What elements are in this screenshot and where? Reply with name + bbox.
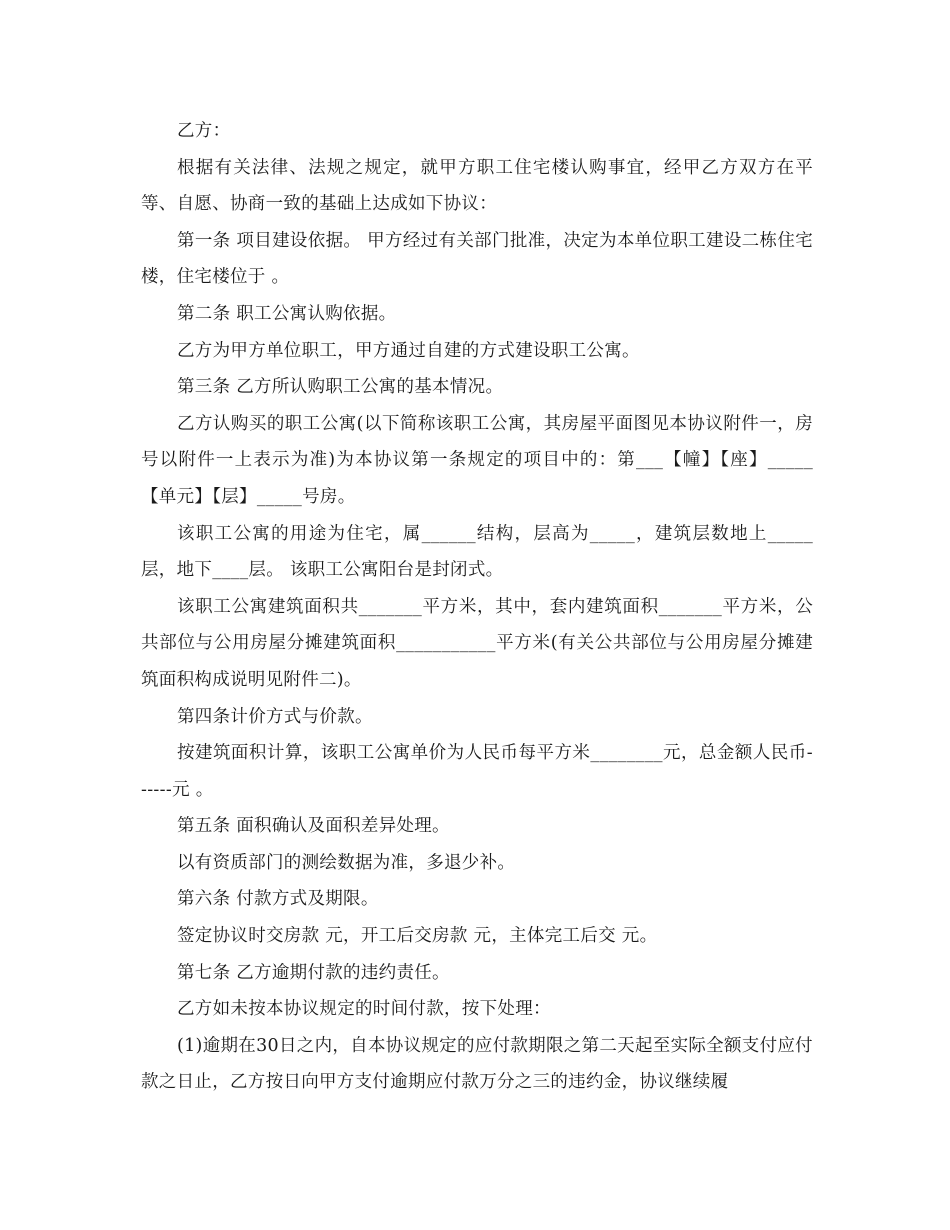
article-7-paragraph: 乙方如未按本协议规定的时间付款，按下处理：	[177, 999, 551, 1020]
party-b-line: 乙方：	[177, 121, 231, 141]
preamble-paragraph: 根据有关法律、法规之规定，就甲方职工住宅楼认购事宜，经甲乙方双方在平等、自愿、协商一致的基础上达成如下协议：	[141, 157, 813, 215]
article-3-paragraph-unit: 乙方认购买的职工公寓(以下简称该职工公寓，其房屋平面图见本协议附件一，房号以附件一上表示为准)为本协议第一条规定的项目中的：第___【幢】【座】_____【单元】【层】_____号房。	[141, 413, 813, 507]
article-2-heading: 第二条 职工公寓认购依据。	[177, 303, 397, 324]
document-body	[141, 113, 813, 1101]
article-6-heading: 第六条 付款方式及期限。	[177, 889, 379, 910]
article-3-paragraph-area: 该职工公寓建筑面积共_______平方米，其中，套内建筑面积_______平方米，公共部位与公用房屋分摊建筑面积___________平方米(有关公共部位与公用房屋分摊建筑面积构成说明见附件二)。	[141, 596, 813, 690]
article-7-heading: 第七条 乙方逾期付款的违约责任。	[177, 962, 450, 983]
article-6-paragraph: 签定协议时交房款 元，开工后交房款 元，主体完工后交 元。	[177, 926, 658, 947]
article-3-paragraph-structure: 该职工公寓的用途为住宅，属______结构，层高为_____，建筑层数地上_____层，地下____层。 该职工公寓阳台是封闭式。	[141, 523, 813, 581]
article-2-paragraph: 乙方为甲方单位职工，甲方通过自建的方式建设职工公寓。	[177, 340, 640, 361]
article-1-paragraph: 第一条 项目建设依据。 甲方经过有关部门批准，决定为本单位职工建设二栋住宅楼，住宅楼位于 。	[141, 230, 813, 288]
article-5-heading: 第五条 面积确认及面积差异处理。	[177, 816, 450, 837]
article-3-heading: 第三条 乙方所认购职工公寓的基本情况。	[177, 377, 504, 398]
article-5-paragraph: 以有资质部门的测绘数据为准，多退少补。	[177, 852, 516, 873]
article-4-paragraph: 按建筑面积计算，该职工公寓单价为人民币每平方米________元，总金额人民币------元 。	[141, 743, 813, 800]
article-7-clause-1: (1)逾期在30日之内，自本协议规定的应付款期限之第二天起至实际全额支付应付款之日止，乙方按日向甲方支付逾期应付款万分之三的违约金，协议继续履	[141, 1035, 813, 1093]
article-4-heading: 第四条计价方式与价款。	[177, 706, 373, 727]
